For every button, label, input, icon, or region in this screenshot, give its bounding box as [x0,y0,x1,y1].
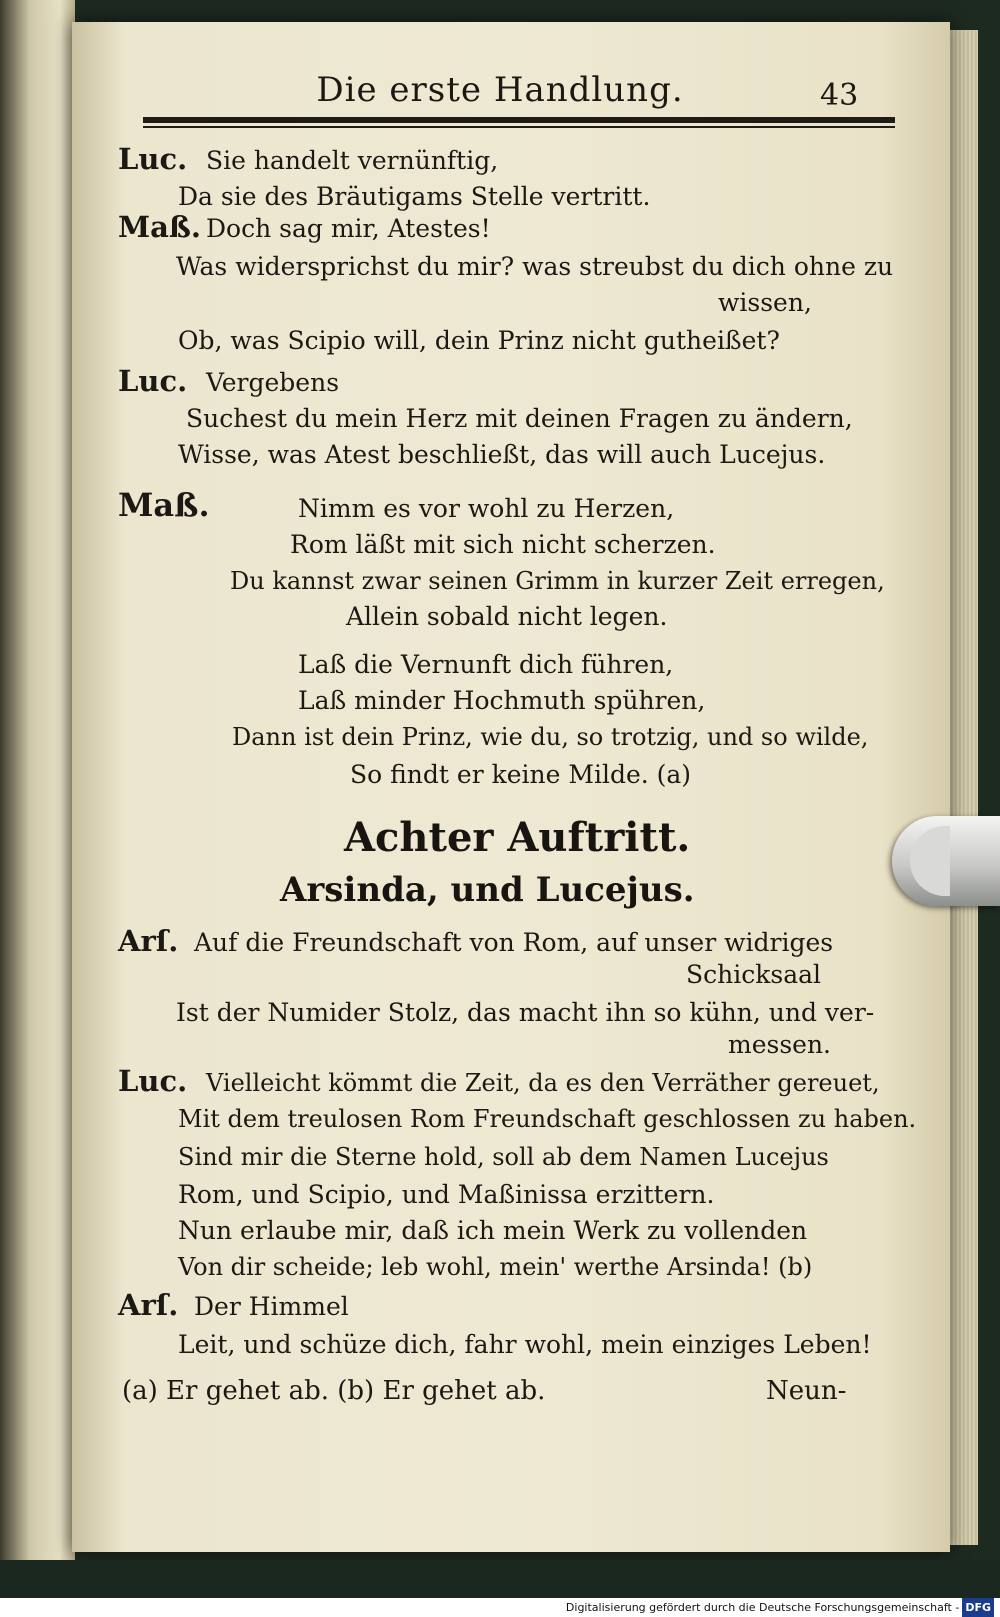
verse-line: Der Himmel [194,1292,349,1321]
scan-background [0,1560,1000,1598]
verse-line: Nun erlaube mir, daß ich mein Werk zu vollenden [178,1216,808,1245]
verse-line: Schicksaal [686,960,822,989]
verse-line: Mit dem treulosen Rom Freundschaft geschlossen zu haben. [178,1105,917,1133]
aria-line: Dann ist dein Prinz, wie du, so trotzig, und so wilde, [232,723,869,751]
verse-line: Wisse, was Atest beschließt, das will auch Lucejus. [178,440,826,469]
verse-line: Rom, und Scipio, und Maßinissa erzittern. [178,1180,715,1209]
page-number: 43 [820,78,859,113]
verse-line: Sie handelt vernünftig, [206,146,499,175]
verse-line: wissen, [718,288,812,317]
digitization-credit [0,1598,1000,1617]
verse-line: Sind mir die Sterne hold, soll ab dem Namen Lucejus [178,1143,829,1171]
verse-line: Von dir scheide; leb wohl, mein' werthe Arsinda! (b) [178,1253,813,1281]
scene-persons: Arsinda, und Lucejus. [280,870,695,910]
aria-line: Nimm es vor wohl zu Herzen, [298,494,675,523]
speaker-label: Luc. [118,1064,188,1098]
verse-line: Ist der Numider Stolz, das macht ihn so kühn, und ver- [176,998,875,1027]
catchword: Neun- [766,1376,847,1406]
verse-line: Vielleicht kömmt die Zeit, da es den Verräther gereuet, [206,1069,880,1097]
dfg-logo: DFG [962,1598,994,1617]
verse-line: Ob, was Scipio will, dein Prinz nicht gutheißet? [178,326,780,355]
speaker-label: Maß. [118,486,210,524]
footnotes: (a) Er gehet ab. (b) Er gehet ab. [122,1376,546,1406]
left-page-edge [0,0,75,1560]
aria-line: Du kannst zwar seinen Grimm in kurzer Zeit erregen, [230,567,885,595]
speaker-label: Arſ. [118,924,179,958]
verse-line: Da sie des Bräutigams Stelle vertritt. [178,182,651,211]
speaker-label: Luc. [118,142,188,176]
credit-text: Digitalisierung gefördert durch die Deutsche Forschungsgemeinschaft - [565,1601,960,1614]
page-clip-inner [910,826,950,896]
verse-line: Vergebens [206,368,340,397]
header-rule-thin [143,126,895,128]
scene-title: Achter Auftritt. [344,814,691,861]
verse-line: Doch sag mir, Atestes! [206,214,491,243]
running-head: Die erste Handlung. [316,70,684,110]
speaker-label: Luc. [118,364,188,398]
page-clip [892,816,1000,906]
header-rule [143,117,895,123]
verse-line: Suchest du mein Herz mit deinen Fragen zu ändern, [186,404,853,433]
aria-line: Allein sobald nicht legen. [346,602,668,631]
verse-line: Leit, und schüze dich, fahr wohl, mein einziges Leben! [178,1330,872,1359]
aria-line: So findt er keine Milde. (a) [350,760,692,789]
aria-line: Laß die Vernunft dich führen, [298,650,674,679]
verse-line: Auf die Freundschaft von Rom, auf unser widriges [194,928,834,957]
verse-line: messen. [728,1030,832,1059]
aria-line: Laß minder Hochmuth spühren, [298,686,706,715]
aria-line: Rom läßt mit sich nicht scherzen. [290,530,716,559]
speaker-label: Maß. [118,210,202,244]
verse-line: Was widersprichst du mir? was streubst du dich ohne zu [176,252,894,281]
speaker-label: Arſ. [118,1288,179,1322]
